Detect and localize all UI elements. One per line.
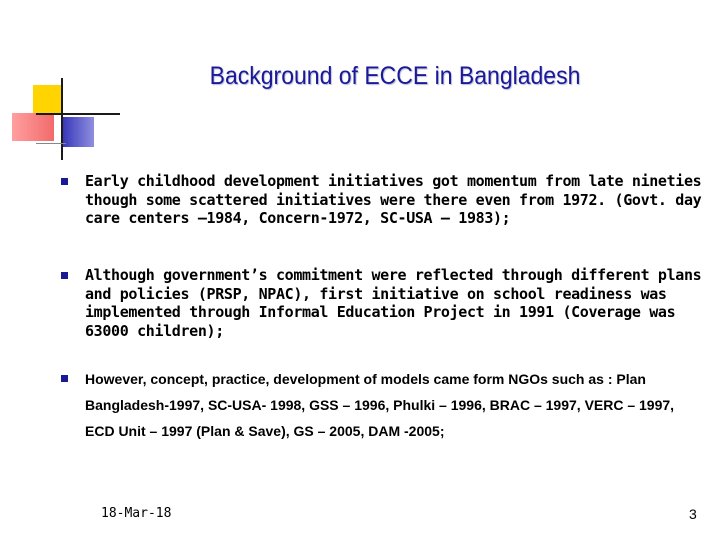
decorative-short-line [36, 143, 66, 144]
slide-title: Background of ECCE in Bangladesh [209, 62, 581, 90]
decorative-horizontal-line [36, 113, 120, 115]
bullet-text-3: However, concept, practice, development of models came form NGOs such as : Plan Bangladesh-1997, SC-USA- 1998, GSS – 1996, Phulki – 1996, BRAC – 1997, VERC – 1997, ECD Unit – 1997 (Plan & Save), GS – 2005, DAM -2005; [85, 371, 675, 439]
bullet-square-icon [61, 272, 68, 279]
bullet-square-icon [61, 375, 68, 382]
decorative-red-rectangle [12, 113, 54, 141]
bullet-square-icon [61, 178, 68, 185]
footer-date: 18-Mar-18 [101, 506, 172, 521]
decorative-vertical-line [61, 78, 63, 160]
decorative-blue-square [62, 117, 94, 147]
bullet-text-1: Early childhood development initiatives got momentum from late nineties though some scattered initiatives were there even from 1972. (Govt. day care centers –1984, Concern-1972, SC-USA – 1983); [85, 172, 702, 227]
bullet-text-2: Although government’s commitment were reflected through different plans and policies (PRSP, NPAC), first initiative on school readiness was implemented through Informal Education Project in 1991 (Coverage was 63000 children); [85, 266, 702, 340]
decorative-yellow-square [33, 85, 63, 115]
page-number: 3 [689, 506, 697, 522]
